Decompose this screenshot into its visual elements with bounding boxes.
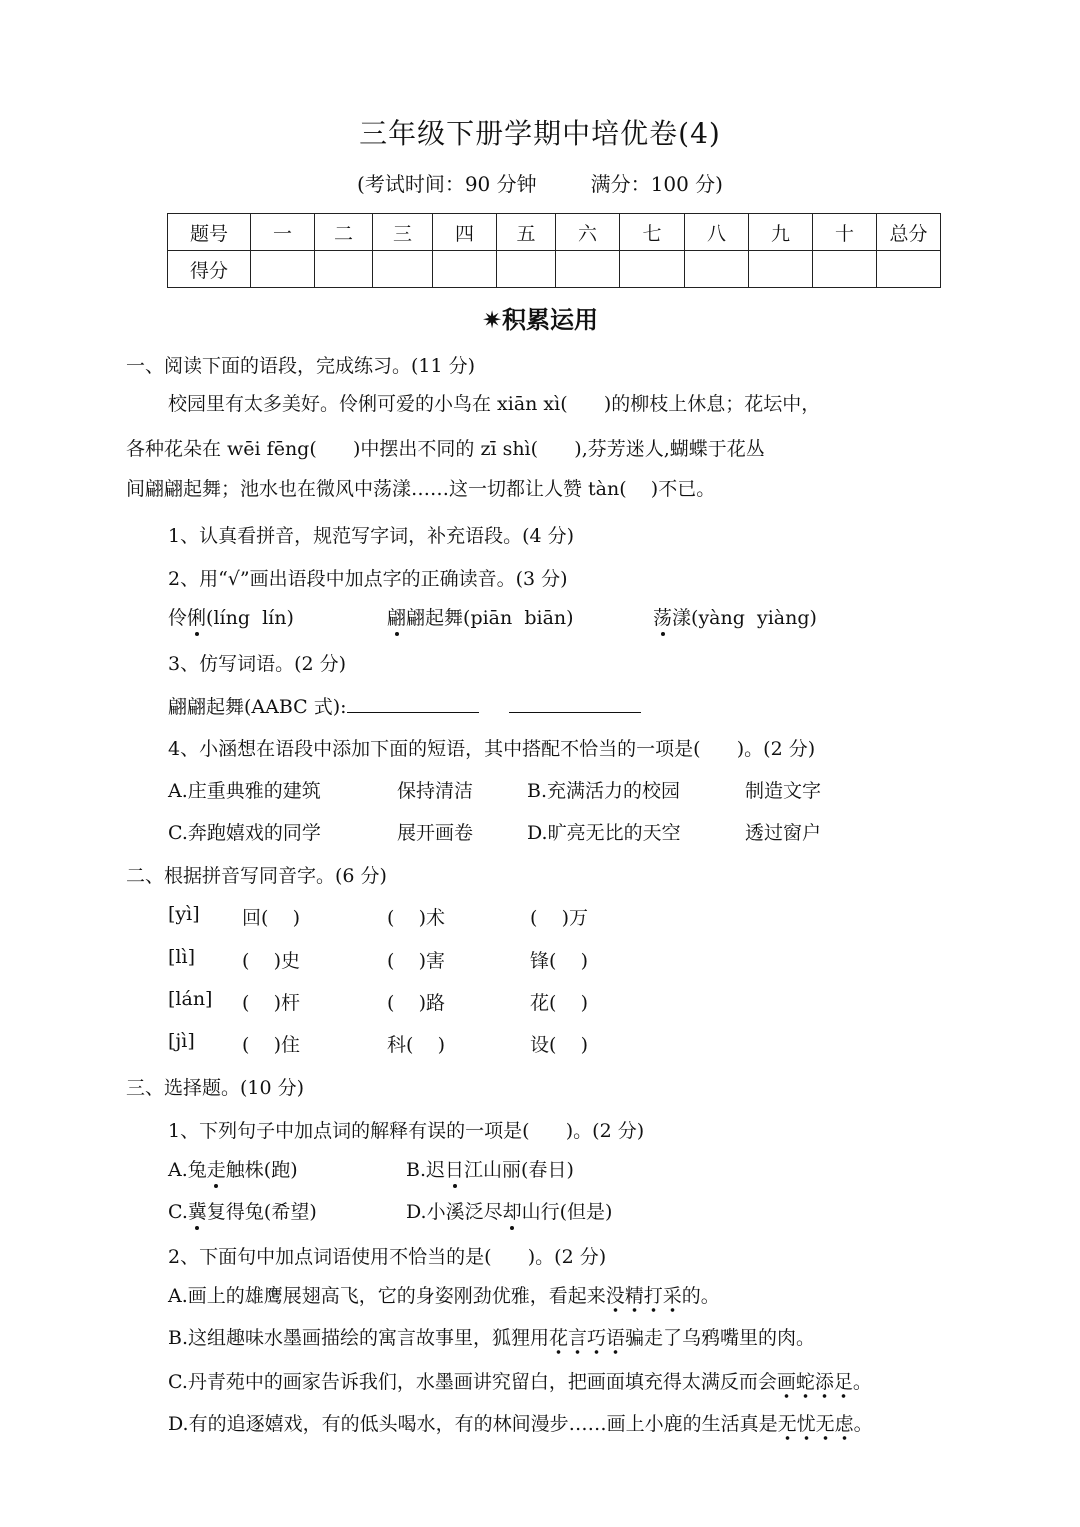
q1-sub2: 2、用“√”画出语段中加点字的正确读音。(3 分): [168, 568, 568, 590]
homophone-blank[interactable]: 设( ): [530, 1034, 588, 1056]
option-text: A.兔: [168, 1159, 207, 1181]
choice-option-b[interactable]: [406, 1155, 574, 1182]
option-text: B.这组趣味水墨画描绘的寓言故事里，狐狸用: [168, 1327, 550, 1349]
word-part: 伶: [168, 607, 188, 629]
option-text: D.有的追逐嬉戏，有的低头喝水，有的林间漫步……画上小鹿的生活真是: [168, 1413, 778, 1435]
choice-option-d[interactable]: [168, 1409, 873, 1436]
pinyin-label: [lán]: [168, 988, 213, 1010]
q1-sub3: 3、仿写词语。(2 分): [168, 653, 347, 675]
homophone-blank[interactable]: ( )住: [242, 1034, 300, 1056]
option-text: C.: [168, 1201, 188, 1223]
score-input-cell[interactable]: [620, 251, 685, 288]
table-cell: 四: [433, 214, 497, 251]
table-cell: 一: [251, 214, 315, 251]
option-text: 。: [852, 1371, 872, 1393]
option-text: 。: [853, 1413, 873, 1435]
pinyin-label: [lì]: [168, 946, 195, 968]
option-text[interactable]: A.庄重典雅的建筑: [168, 780, 321, 802]
pinyin-options: (yàng yiàng): [691, 607, 817, 629]
dotted-char: 日: [445, 1159, 465, 1181]
dotted-char: 走: [206, 1159, 226, 1181]
score-input-cell[interactable]: [749, 251, 813, 288]
dotted-word: 花言巧语: [549, 1327, 625, 1355]
option-text[interactable]: 展开画卷: [397, 822, 474, 844]
table-cell: 三: [373, 214, 433, 251]
option-text[interactable]: 透过窗户: [745, 822, 822, 844]
answer-blank[interactable]: [509, 692, 641, 713]
exam-time: (考试时间：90 分钟: [357, 172, 537, 196]
option-text: 触株(跑): [225, 1159, 298, 1181]
table-cell: 题号: [168, 214, 251, 251]
homophone-blank[interactable]: 科( ): [387, 1034, 445, 1056]
dotted-word: 没精打采: [606, 1285, 682, 1313]
homophone-blank[interactable]: 锋( ): [530, 950, 588, 972]
passage-line-2: 各种花朵在 wēi fēng( )中摆出不同的 zī shì( ),芬芳迷人,蝴蝶于花丛: [126, 438, 765, 460]
q1-sub4: 4、小涵想在语段中添加下面的短语，其中搭配不恰当的一项是( )。(2 分): [168, 738, 816, 760]
choice-option-c[interactable]: [168, 1367, 872, 1394]
pinyin-options: (líng lín): [206, 607, 294, 629]
table-cell: 六: [556, 214, 620, 251]
score-input-cell[interactable]: [556, 251, 620, 288]
homophone-blank[interactable]: ( )史: [242, 950, 300, 972]
answer-prompt: 翩翩起舞(AABC 式):: [168, 696, 347, 718]
q1-sub2-option-2[interactable]: [387, 603, 574, 630]
score-table-header-row: [168, 214, 941, 251]
score-input-cell[interactable]: [685, 251, 749, 288]
option-text: 骗走了乌鸦嘴里的肉。: [625, 1327, 816, 1349]
dotted-char: 俐: [187, 607, 207, 629]
score-table: [167, 213, 941, 288]
option-text: D.小溪泛尽: [406, 1201, 503, 1223]
homophone-blank[interactable]: 花( ): [530, 992, 588, 1014]
q1-sub2-option-1[interactable]: [168, 603, 294, 630]
table-cell: 八: [685, 214, 749, 251]
choice-option-b[interactable]: [168, 1323, 815, 1350]
table-cell: 七: [620, 214, 685, 251]
dotted-char: 荡: [653, 607, 673, 629]
pinyin-options: (piān biān): [463, 607, 574, 629]
q3-heading: 三、选择题。(10 分): [126, 1077, 305, 1099]
page-title: 三年级下册学期中培优卷(4): [359, 117, 721, 150]
homophone-blank[interactable]: ( )术: [387, 907, 445, 929]
option-text: B.迟: [406, 1159, 446, 1181]
homophone-blank[interactable]: 回( ): [242, 907, 300, 929]
homophone-blank[interactable]: ( )路: [387, 992, 445, 1014]
pinyin-label: [jì]: [168, 1030, 195, 1052]
exam-full-score: 满分：100 分): [590, 172, 723, 196]
score-input-cell[interactable]: [813, 251, 877, 288]
choice-option-d[interactable]: [406, 1197, 612, 1224]
answer-blank[interactable]: [347, 692, 479, 713]
table-cell: 总分: [877, 214, 941, 251]
score-input-cell[interactable]: [433, 251, 497, 288]
choice-option-c[interactable]: [168, 1197, 317, 1224]
homophone-blank[interactable]: ( )杆: [242, 992, 300, 1014]
option-text[interactable]: C.奔跑嬉戏的同学: [168, 822, 321, 844]
table-cell: 二: [315, 214, 373, 251]
option-text[interactable]: 保持清洁: [397, 780, 474, 802]
word-part: 翩起舞: [406, 607, 464, 629]
score-input-cell[interactable]: [373, 251, 433, 288]
table-cell: 得分: [168, 251, 251, 288]
homophone-blank[interactable]: ( )万: [530, 907, 588, 929]
option-text: 的。: [681, 1285, 720, 1307]
q1-sub2-option-3[interactable]: [653, 603, 817, 630]
q1-sub1: 1、认真看拼音，规范写字词，补充语段。(4 分): [168, 525, 575, 547]
word-part: 漾: [672, 607, 692, 629]
option-text: 复得兔(希望): [206, 1201, 317, 1223]
section-heading: ✷积累运用: [481, 306, 599, 334]
choice-option-a[interactable]: [168, 1281, 720, 1308]
score-input-cell[interactable]: [497, 251, 556, 288]
dotted-char: 冀: [187, 1201, 207, 1223]
q3-sub1: 1、下列句子中加点词的解释有误的一项是( )。(2 分): [168, 1120, 645, 1142]
option-text: 山行(但是): [521, 1201, 613, 1223]
table-cell: 十: [813, 214, 877, 251]
option-text: A.画上的雄鹰展翅高飞，它的身姿刚劲优雅，看起来: [168, 1285, 606, 1307]
homophone-blank[interactable]: ( )害: [387, 950, 445, 972]
dotted-char: 翩: [387, 607, 407, 629]
q1-sub3-answer-line: [168, 692, 641, 719]
option-text: C.丹青苑中的画家告诉我们，水墨画讲究留白，把画面填充得太满反而会: [168, 1371, 777, 1393]
option-text[interactable]: 制造文字: [745, 780, 822, 802]
q3-sub2: 2、下面句中加点词语使用不恰当的是( )。(2 分): [168, 1246, 607, 1268]
passage-line-1: 校园里有太多美好。伶俐可爱的小鸟在 xiān xì( )的柳枝上休息；花坛中，: [168, 393, 821, 415]
pinyin-label: [yì]: [168, 903, 200, 925]
option-text: 江山丽(春日): [464, 1159, 574, 1181]
table-cell: 九: [749, 214, 813, 251]
dotted-word: 画蛇添足: [777, 1371, 853, 1399]
table-cell: 五: [497, 214, 556, 251]
score-table-score-row: [168, 251, 941, 288]
score-input-cell[interactable]: [877, 251, 941, 288]
exam-info: [0, 168, 1080, 197]
option-text[interactable]: D.旷亮无比的天空: [527, 822, 681, 844]
q2-heading: 二、根据拼音写同音字。(6 分): [126, 865, 387, 887]
score-input-cell[interactable]: [315, 251, 373, 288]
score-input-cell[interactable]: [251, 251, 315, 288]
dotted-char: 却: [502, 1201, 522, 1223]
choice-option-a[interactable]: [168, 1155, 298, 1182]
passage-line-3: 间翩翩起舞；池水也在微风中荡漾……这一切都让人赞 tàn( )不已。: [126, 478, 716, 500]
dotted-word: 无忧无虑: [778, 1413, 854, 1441]
q1-heading: 一、阅读下面的语段，完成练习。(11 分): [126, 355, 476, 377]
option-text[interactable]: B.充满活力的校园: [527, 780, 681, 802]
